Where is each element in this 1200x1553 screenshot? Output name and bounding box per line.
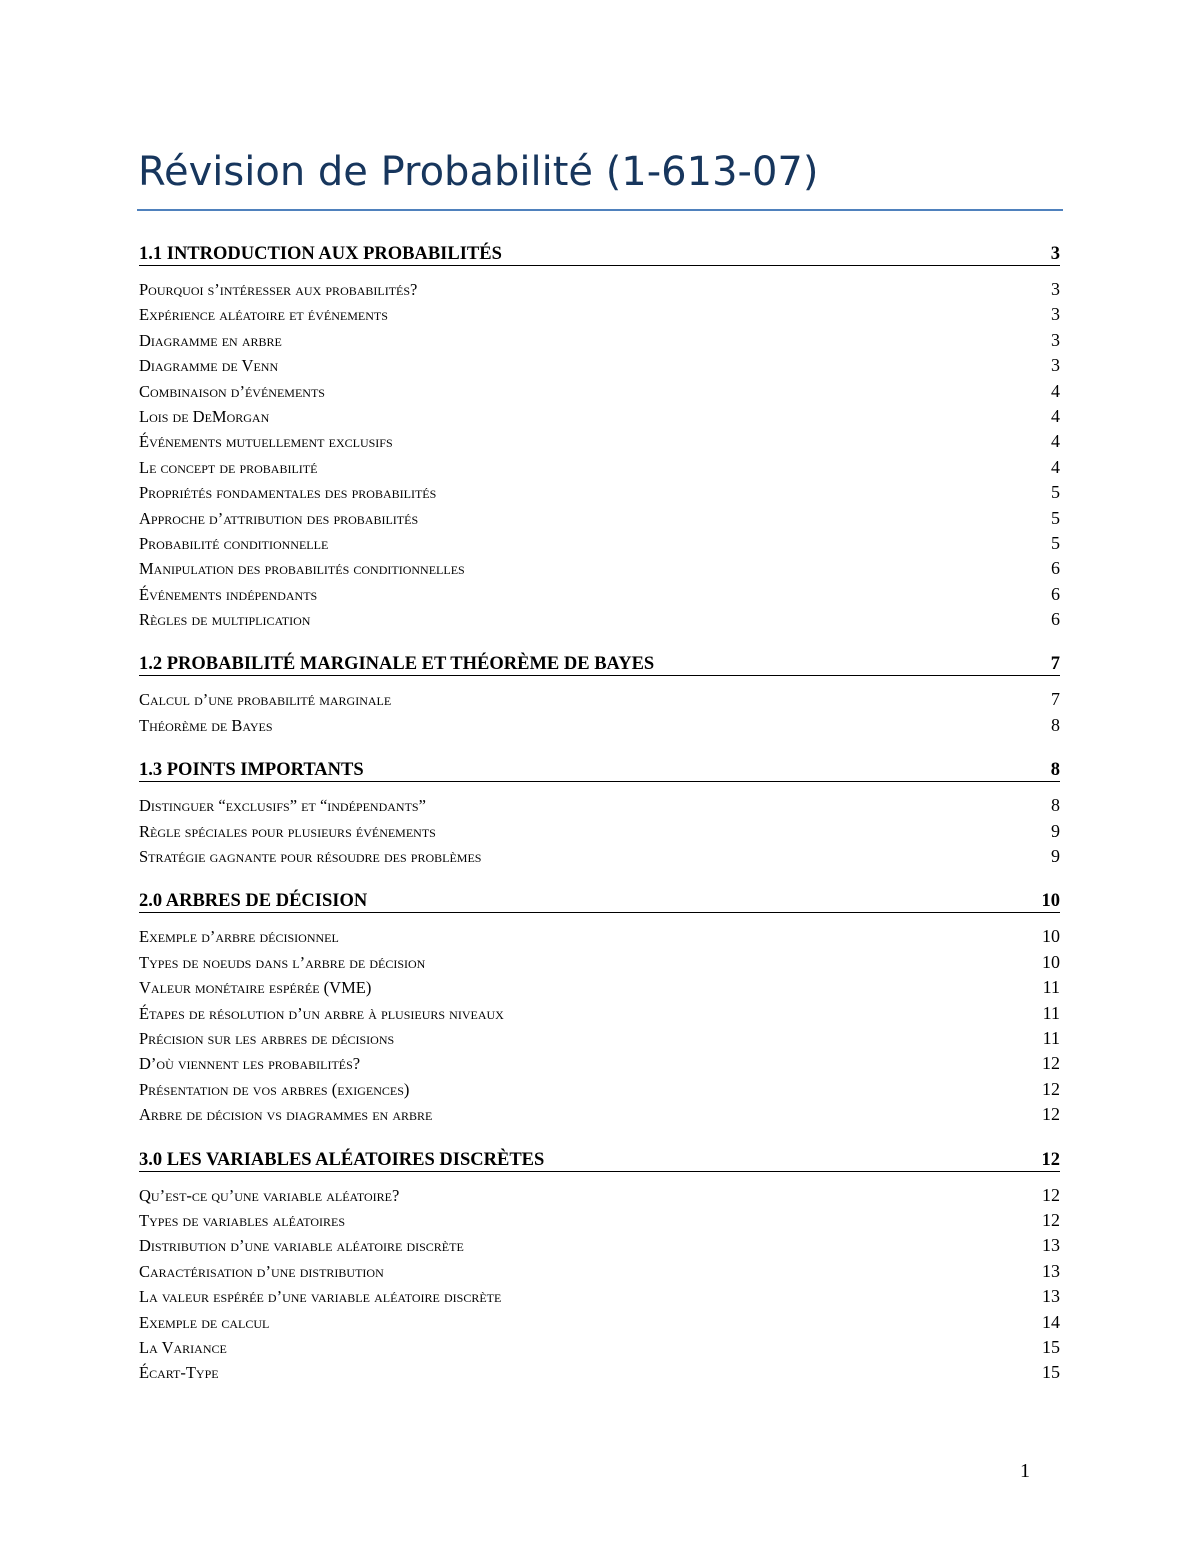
toc-entry[interactable] bbox=[139, 556, 1060, 581]
toc-section bbox=[139, 758, 1060, 869]
toc-entry-title: Diagramme de Venn bbox=[139, 356, 279, 376]
toc-entry-title: Exemple de calcul bbox=[139, 1312, 270, 1332]
toc-entry-page: 5 bbox=[1051, 482, 1060, 503]
toc-entry[interactable] bbox=[139, 455, 1060, 480]
toc-entry-title: Diagramme en arbre bbox=[139, 330, 282, 350]
toc-entry-page: 12 bbox=[1042, 1209, 1060, 1230]
toc-entry-page: 11 bbox=[1042, 1002, 1060, 1023]
toc-entry[interactable] bbox=[139, 1077, 1060, 1102]
toc-entry[interactable] bbox=[139, 844, 1060, 869]
toc-entry-page: 5 bbox=[1051, 532, 1060, 553]
toc-entry[interactable] bbox=[139, 429, 1060, 454]
toc-entry-page: 4 bbox=[1051, 380, 1060, 401]
toc-entry[interactable] bbox=[139, 1183, 1060, 1208]
toc-entry-title: Distribution d’une variable aléatoire discrète bbox=[139, 1236, 464, 1256]
toc-entry-title: Manipulation des probabilités conditionnelles bbox=[139, 559, 465, 579]
toc-entry[interactable] bbox=[139, 819, 1060, 844]
toc-entry-title: La Variance bbox=[139, 1337, 227, 1357]
toc-entry-page: 4 bbox=[1051, 456, 1060, 477]
toc-entry-page: 6 bbox=[1051, 609, 1060, 630]
toc-entry-title: Précision sur les arbres de décisions bbox=[139, 1028, 395, 1048]
toc-entry[interactable] bbox=[139, 1051, 1060, 1076]
toc-entry-title: Théorème de Bayes bbox=[139, 715, 273, 735]
toc-entry[interactable] bbox=[139, 1001, 1060, 1026]
toc-entry-page: 4 bbox=[1051, 431, 1060, 452]
toc-section-heading-page: 3 bbox=[1050, 244, 1060, 264]
toc-entry-title: Valeur monétaire espérée (VME) bbox=[139, 978, 372, 998]
toc-entry-title: Exemple d’arbre décisionnel bbox=[139, 927, 339, 947]
toc-section-heading-title: 1.2 PROBABILITÉ MARGINALE ET THÉORÈME DE BAYES bbox=[139, 654, 655, 675]
toc-entry[interactable] bbox=[139, 950, 1060, 975]
toc-entry[interactable] bbox=[139, 1360, 1060, 1385]
toc-entry[interactable] bbox=[139, 1102, 1060, 1127]
toc-entry[interactable] bbox=[139, 793, 1060, 818]
toc-entry-title: La valeur espérée d’une variable aléatoire discrète bbox=[139, 1287, 502, 1307]
toc-entry-title: Stratégie gagnante pour résoudre des problèmes bbox=[139, 847, 482, 867]
toc-entry[interactable] bbox=[139, 379, 1060, 404]
toc-entry-title: Arbre de décision vs diagrammes en arbre bbox=[139, 1105, 433, 1125]
title-underline bbox=[137, 209, 1063, 211]
section-spacer bbox=[139, 869, 1060, 889]
toc-section bbox=[139, 1148, 1060, 1386]
toc-entry[interactable] bbox=[139, 302, 1060, 327]
toc-section-heading[interactable] bbox=[139, 1148, 1060, 1172]
toc-section bbox=[139, 242, 1060, 632]
toc-entry-title: Qu’est-ce qu’une variable aléatoire? bbox=[139, 1185, 400, 1205]
toc-entry-page: 3 bbox=[1051, 355, 1060, 376]
toc-entry-page: 9 bbox=[1051, 846, 1060, 867]
toc-entry-title: Événements indépendants bbox=[139, 584, 318, 604]
toc-entry[interactable] bbox=[139, 480, 1060, 505]
toc-section-heading[interactable] bbox=[139, 889, 1060, 913]
toc-entry-page: 10 bbox=[1042, 951, 1060, 972]
toc-entry[interactable] bbox=[139, 328, 1060, 353]
toc-section-heading-page: 7 bbox=[1050, 654, 1060, 675]
toc-entry[interactable] bbox=[139, 687, 1060, 712]
page-number: 1 bbox=[1020, 1460, 1030, 1482]
toc-section-heading[interactable] bbox=[139, 242, 1060, 266]
toc-section-heading-title: 3.0 LES VARIABLES ALÉATOIRES DISCRÈTES bbox=[139, 1149, 545, 1170]
toc-entry[interactable] bbox=[139, 1259, 1060, 1284]
toc-section-heading-title: 1.3 POINTS IMPORTANTS bbox=[139, 760, 364, 781]
toc-entry-page: 14 bbox=[1042, 1311, 1060, 1332]
toc-entry[interactable] bbox=[139, 924, 1060, 949]
toc-entry-title: Propriétés fondamentales des probabilités bbox=[139, 483, 437, 503]
toc-entry-title: Présentation de vos arbres (exigences) bbox=[139, 1079, 410, 1099]
toc-entry-page: 13 bbox=[1042, 1286, 1060, 1307]
toc-entry-title: Étapes de résolution d’un arbre à plusieurs niveaux bbox=[139, 1003, 504, 1023]
toc-entry-page: 15 bbox=[1042, 1336, 1060, 1357]
toc-entry-title: Combinaison d’événements bbox=[139, 381, 325, 401]
toc-entry[interactable] bbox=[139, 975, 1060, 1000]
toc-entry-page: 6 bbox=[1051, 558, 1060, 579]
toc-section-heading-title: 1.1 INTRODUCTION AUX PROBABILITÉS bbox=[139, 244, 502, 264]
toc-entry[interactable] bbox=[139, 1208, 1060, 1233]
toc-section-heading-page: 12 bbox=[1041, 1149, 1060, 1170]
toc-entry-page: 3 bbox=[1051, 329, 1060, 350]
toc-entry-title: Caractérisation d’une distribution bbox=[139, 1261, 384, 1281]
toc-entry-page: 5 bbox=[1051, 507, 1060, 528]
toc-entry-page: 12 bbox=[1042, 1184, 1060, 1205]
toc-section-heading-title: 2.0 ARBRES DE DÉCISION bbox=[139, 891, 368, 912]
toc-entry[interactable] bbox=[139, 1026, 1060, 1051]
toc-entry-title: Événements mutuellement exclusifs bbox=[139, 432, 393, 452]
toc-entry-page: 8 bbox=[1051, 714, 1060, 735]
toc-entry-page: 11 bbox=[1042, 1027, 1060, 1048]
toc-entry[interactable] bbox=[139, 582, 1060, 607]
toc-entry[interactable] bbox=[139, 607, 1060, 632]
toc-entry-title: Probabilité conditionnelle bbox=[139, 533, 329, 553]
toc-entry-page: 11 bbox=[1042, 977, 1060, 998]
toc-entry-page: 8 bbox=[1051, 795, 1060, 816]
toc-entry-page: 4 bbox=[1051, 405, 1060, 426]
toc-entry-title: Lois de DeMorgan bbox=[139, 406, 270, 426]
section-spacer bbox=[139, 738, 1060, 758]
toc-entry-title: Écart-Type bbox=[139, 1363, 219, 1383]
toc-entry-title: Types de variables aléatoires bbox=[139, 1210, 346, 1230]
toc-entry-title: Règles de multiplication bbox=[139, 610, 311, 630]
toc-entry-page: 3 bbox=[1051, 304, 1060, 325]
toc-entry-page: 12 bbox=[1042, 1053, 1060, 1074]
toc-entry-page: 6 bbox=[1051, 583, 1060, 604]
section-spacer bbox=[139, 1128, 1060, 1148]
toc-entry-page: 13 bbox=[1042, 1260, 1060, 1281]
toc-entry-title: Approche d’attribution des probabilités bbox=[139, 508, 419, 528]
toc-entry-page: 7 bbox=[1051, 689, 1060, 710]
toc-entry-page: 12 bbox=[1042, 1104, 1060, 1125]
toc-entry-title: D’où viennent les probabilités? bbox=[139, 1054, 361, 1074]
toc-entry-title: Pourquoi s’intéresser aux probabilités? bbox=[139, 280, 418, 299]
toc-entry-page: 10 bbox=[1042, 926, 1060, 947]
table-of-contents bbox=[139, 242, 1060, 1386]
toc-section-heading-page: 10 bbox=[1041, 891, 1060, 912]
toc-entry-page: 3 bbox=[1051, 279, 1060, 299]
toc-entry[interactable] bbox=[139, 531, 1060, 556]
toc-entry-page: 13 bbox=[1042, 1235, 1060, 1256]
toc-entry-title: Règle spéciales pour plusieurs événements bbox=[139, 821, 436, 841]
toc-entry-title: Expérience aléatoire et événements bbox=[139, 305, 388, 325]
section-spacer bbox=[139, 632, 1060, 652]
toc-entry-title: Types de noeuds dans l’arbre de décision bbox=[139, 952, 426, 972]
toc-entry[interactable] bbox=[139, 1284, 1060, 1309]
toc-entry[interactable] bbox=[139, 713, 1060, 738]
toc-entry-page: 9 bbox=[1051, 820, 1060, 841]
toc-entry[interactable] bbox=[139, 353, 1060, 378]
document-title: Révision de Probabilité (1-613-07) bbox=[138, 149, 819, 195]
toc-entry-page: 15 bbox=[1042, 1362, 1060, 1383]
toc-entry[interactable] bbox=[139, 1233, 1060, 1258]
toc-entry-page: 12 bbox=[1042, 1078, 1060, 1099]
toc-section bbox=[139, 889, 1060, 1127]
toc-section-heading[interactable] bbox=[139, 758, 1060, 782]
toc-section-heading-page: 8 bbox=[1050, 760, 1060, 781]
toc-section-heading[interactable] bbox=[139, 652, 1060, 676]
toc-entry-title: Distinguer “exclusifs” et “indépendants” bbox=[139, 796, 426, 816]
toc-entry[interactable] bbox=[139, 1335, 1060, 1360]
toc-entry[interactable] bbox=[139, 277, 1060, 302]
toc-entry[interactable] bbox=[139, 404, 1060, 429]
toc-entry[interactable] bbox=[139, 1310, 1060, 1335]
toc-section bbox=[139, 652, 1060, 738]
toc-entry-title: Le concept de probabilité bbox=[139, 457, 318, 477]
toc-entry-title: Calcul d’une probabilité marginale bbox=[139, 690, 392, 710]
toc-entry[interactable] bbox=[139, 506, 1060, 531]
